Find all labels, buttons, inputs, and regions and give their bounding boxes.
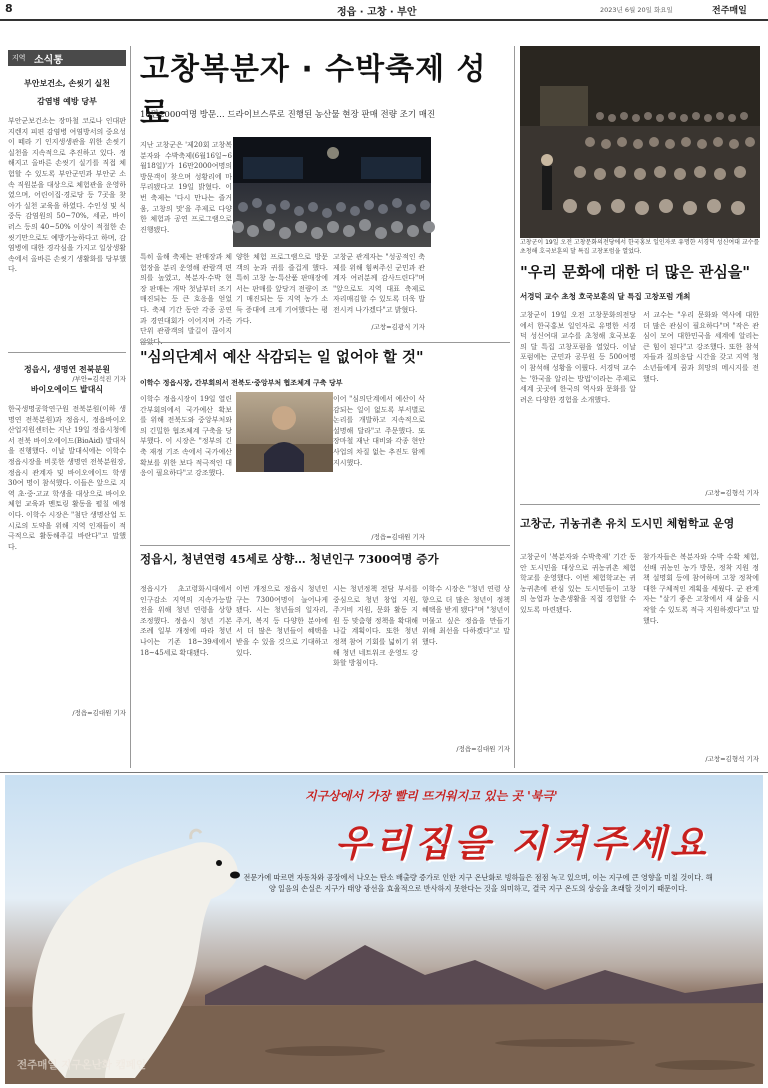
- sidebar-header: [8, 50, 126, 66]
- forum-col-1: 고창군이 19일 오전 고창문화의전당에서 한국홍보 일인자로 유명한 서경덕 성신여대 교수를 초청해 호국보훈의 달 특집 고창포럼을 열었다. 이날 포럼에는 군민과 공무원 등 500여명이 참석해 성황을 이뤘다. 서경덕 교수는 '한국을 알리는 방법'이라는 주제로 세계 곳곳에 한국의 역사와 문화를 알려온 다양한 경험을 소개했다.: [520, 311, 636, 404]
- sidebar: [8, 50, 126, 770]
- page-header: [0, 0, 768, 19]
- festival-concert-photo: [233, 137, 431, 247]
- forum-subhead: 서경덕 교수 초청 호국보훈의 달 특집 고창포럼 개최: [520, 292, 691, 301]
- main-col-2: 특히 올해 축제는 판매장과 체험장을 분리 운영해 관람객 편의를 높였고, 복분자·수박 현장 판매는 개막 첫날부터 조기 매진되는 등 큰 호응을 얻었다. 축제 기간 동안 각종 공연과 경연대회가 이어지며 가족 단위 관광객의 발길이 끊이지: [140, 253, 232, 336]
- sidebar-tag: 지역: [12, 54, 26, 62]
- mid-headline: "심의단계서 예산 삭감되는 일 없어야 할 것": [140, 349, 424, 366]
- mid-byline: /정읍=김대원 기자: [371, 533, 425, 541]
- sidebar-news-2: [8, 364, 126, 764]
- page-number: 8: [5, 2, 13, 15]
- sidebar-title: 소식통: [34, 55, 63, 66]
- sidebar-news-1-byline: /부안=김석진 기자: [72, 375, 126, 383]
- mid-col-2: 이어 "심의단계에서 예산이 삭감되는 일이 없도록 부서별로 논리를 개발하고 지속적으로 설명해 달라"고 주문했다. 또 장마철 재난 대비와 각종 현안 사업의 차질 없는 추진도 함께 지시했다.: [333, 395, 425, 467]
- main-subhead: 16만2000여명 방문… 드라이브스루로 진행된 농산물 현장 판매 전량 조기 매진: [140, 110, 436, 120]
- sidebar-news-2-headline-1: 정읍시, 생명연 전북분원: [24, 365, 110, 374]
- mid-bottom-rule: [140, 545, 510, 546]
- forum-headline: "우리 문화에 대한 더 많은 관심을": [520, 263, 751, 281]
- forum-byline: /고창=김형석 기자: [705, 489, 759, 497]
- mid-col-1: 이학수 정읍시장이 19일 열린 간부회의에서 국가예산 확보를 위해 전북도와 중앙부처와의 긴밀한 협조체계 구축을 당부했다. 이 시장은 "정부의 긴축 재정 기조 속에서 국가예산 확보를 위한 보다 적극적인 대응이 필요하다"고 강조했다.: [140, 395, 232, 478]
- main-col-3: 양한 체험 프로그램으로 방문객의 눈과 귀를 즐겁게 했다. 특히 고창 농·특산품 판매장에서는 판매를 앞당겨 전량이 조기 매진되는 등 지역 농가 소득 증대에 크게 기여했다는 평가다.: [236, 253, 328, 325]
- ad-footer: 전주매일 지구온난화 캠페인: [17, 1059, 147, 1071]
- festival-concert-graphic: [233, 137, 431, 247]
- climate-ad: [5, 775, 763, 1084]
- main-col-4: 고창군 관계자는 "성공적인 축제를 위해 힘써주신 군민과 관계자 여러분께 감사드린다"며 "앞으로도 지역 대표 축제로 자리매김할 수 있도록 더욱 발전시켜 나가겠다"고 밝혔다.: [333, 253, 425, 314]
- youth-col-1: 정읍시가 초고령화시대에서 인구감소 지역의 지속가능발전을 위해 청년 연령을 상향 조정했다. 정읍시 청년 기본 조례 일부 개정에 따라 청년 나이는 기존 18~39세에서 18~45세로 확대됐다.: [140, 585, 232, 657]
- sidebar-divider: [8, 352, 126, 353]
- section-title: 정읍 · 고창 · 부안: [337, 7, 417, 18]
- main-col-1: 지난 고창군은 '제20회 고창복분자와 수박축제(6월16일~6월18일)'가 16만2000여명의 방문객이 찾으며 성황리에 마무리됐다고 19일 밝혔다. 이번 축제는 '다시 만나는 즐거움, 고창의 맛'을 주제로 다양한 체험과 공연 프로그램으로 진행됐다.: [140, 141, 232, 234]
- forum-col-2: 서 교수는 "우리 문화와 역사에 대한 더 많은 관심이 필요하다"며 "작은 관심이 모여 대한민국을 세계에 알리는 큰 힘이 된다"고 강조했다. 또한 참석자들과 질의응답 시간을 갖고 지역 청소년들에게 꿈과 희망의 메시지를 전했다.: [643, 311, 759, 383]
- sidebar-news-2-headline-2: 바이오에이드 발대식: [30, 385, 104, 394]
- paper-name: 전주매일: [712, 6, 747, 16]
- youth-col-3: 시는 청년정책 전담 부서를 중심으로 청년 창업 지원, 주거비 지원, 문화 활동 지원 등 맞춤형 정책을 확대해 나갈 계획이다. 또한 청년 정책 참여 기회를 넓히기 위해 청년 네트워크 운영도 강화할 방침이다.: [333, 585, 418, 668]
- forum-hall-photo: [520, 46, 760, 238]
- youth-headline: 정읍시, 청년연령 45세로 상향… 청년인구 7300여명 증가: [140, 552, 439, 566]
- gochang2-col-2: 참가자들은 복분자와 수박 수확 체험, 선배 귀농인 농가 방문, 정착 지원 정책 설명회 등에 참여하며 고창 정착에 대한 구체적인 계획을 세웠다. 군 관계자는 "살기 좋은 고창에서 새 삶을 시작할 수 있도록 적극 지원하겠다"고 말했다.: [643, 553, 759, 625]
- ad-body: 전문가에 따르면 자동차와 공장에서 나오는 탄소 배출량 증가로 인한 지구 온난화로 빙하들은 점점 녹고 있으며, 이는 지구에 큰 영향을 미칠 것이다. 해양 일음의 손실은 지구가 태양 광선을 효율적으로 반사하지 못한다는 것을 의미하고, 결국 지구 온도의 상승을 초래할 것이기 때문이다.: [243, 873, 713, 893]
- polar-bear-icon: [5, 803, 245, 1083]
- main-bottom-rule: [140, 342, 510, 343]
- forum-photo-caption: 고창군이 19일 오전 고창문화의전당에서 한국홍보 일인자로 유명한 서경덕 성신여대 교수를 초청해 호국보훈의 달 특집 고창포럼을 열었다.: [520, 239, 760, 255]
- issue-date: 2023년 6월 20일 화요일: [600, 6, 673, 14]
- forum-bottom-rule: [520, 504, 760, 505]
- sidebar-news-2-body: 한국생명공학연구원 전북분원(이하 생명연 전북분원)과 정읍시, 정읍바이오산업지원센터는 지난 19일 정읍시청에서 전북 바이오에이드(BioAid) 발대식을 진행했다. 이날 발대식에는 이학수 정읍시장을 비롯한 생명연 전북분원장, 정읍시 관계자 및 바이오에이드 학생 30여 명이 참석했다. 이들은 앞으로 지역 초·중·고교 학생을 대상으로 바이오 체험 교육과 멘토링 활동을 펼칠 예정이다. 이학수 시장은 "첨단 생명산업 도시로의 도약을 위해 지역 인재들이 적극적으로 활동해주길 바란다"고 말했다.: [8, 405, 126, 551]
- ad-top-rule: [0, 772, 768, 773]
- mayor-figure: [236, 392, 333, 472]
- right-vertical-rule: [514, 46, 515, 768]
- mayor-photo: [236, 392, 333, 472]
- main-headline: 고창복분자 · 수박축제 성료: [140, 52, 487, 131]
- gochang2-headline: 고창군, 귀농귀촌 유치 도시민 체험학교 운영: [520, 517, 735, 530]
- youth-byline: /정읍=김대원 기자: [456, 745, 510, 753]
- main-byline: /고창=김광식 기자: [371, 323, 425, 331]
- sidebar-news-1-headline-2: 감염병 예방 당부: [37, 97, 97, 106]
- gochang2-byline: /고창=김형석 기자: [705, 755, 759, 763]
- youth-col-4: 이학수 시장은 "청년 연령 상향으로 더 많은 청년이 정책 혜택을 받게 됐다"며 "청년이 머물고 싶은 정읍을 만들기 위해 최선을 다하겠다"고 말했다.: [422, 585, 510, 646]
- ad-headline: 우리집을 지켜주세요: [335, 822, 710, 865]
- forum-hall-graphic: [520, 46, 760, 238]
- mid-subhead: 이학수 정읍시장, 간부회의서 전북도·중앙부처 협조체계 구축 당부: [140, 379, 343, 387]
- sidebar-news-1-body: 부안군보건소는 장마철 코로나 인대판 지렌지 피편 감염병 여염방서의 중요성이 떼라 기 인지생생관을 위한 손씻기 실천을 지속적으로 추진하고 있다. 정해지고 올바른 손씻기 실기를 직접 체험할 수 있도록 부안군민과 부안군 소속 직원분을 대상으로 체험관을 운영하였으며, 어린이집·경로당 등 7곳을 찾아가 실천 교육을 하였다. 수인성 및 식중독 감염원의 50~70%, 세균, 바이러스 등의 40~50% 이상이 적절한 손 씻기만으로도 예방가능하다고 하며, 감염병에 대한 경각심을 가지고 일상생활 속에서 올바른 손씻기 생활화를 당부했다.: [8, 117, 126, 274]
- sidebar-news-1-headline-1: 부안보건소, 손씻기 실천: [24, 79, 110, 88]
- ad-top-line: 지구상에서 가장 빨리 뜨거워지고 있는 곳 '북극': [305, 789, 558, 803]
- sidebar-vertical-rule: [130, 46, 131, 768]
- sidebar-news-2-byline: /정읍=김대원 기자: [72, 709, 126, 717]
- gochang2-col-1: 고창군이 '복분자와 수박축제' 기간 동안 도시민을 대상으로 귀농귀촌 체험학교를 운영했다. 이번 체험학교는 귀농귀촌에 관심 있는 도시민들이 고창의 농업과 농촌생활을 직접 경험할 수 있도록 마련됐다.: [520, 553, 636, 614]
- header-rule: [0, 19, 768, 21]
- youth-col-2: 이번 개정으로 정읍시 청년인구는 7300여명이 늘어나게 됐다. 시는 청년들의 일자리, 주거, 복지 등 다양한 분야에서 더 많은 청년들이 혜택을 받을 수 있을 것으로 기대하고 있다.: [236, 585, 328, 657]
